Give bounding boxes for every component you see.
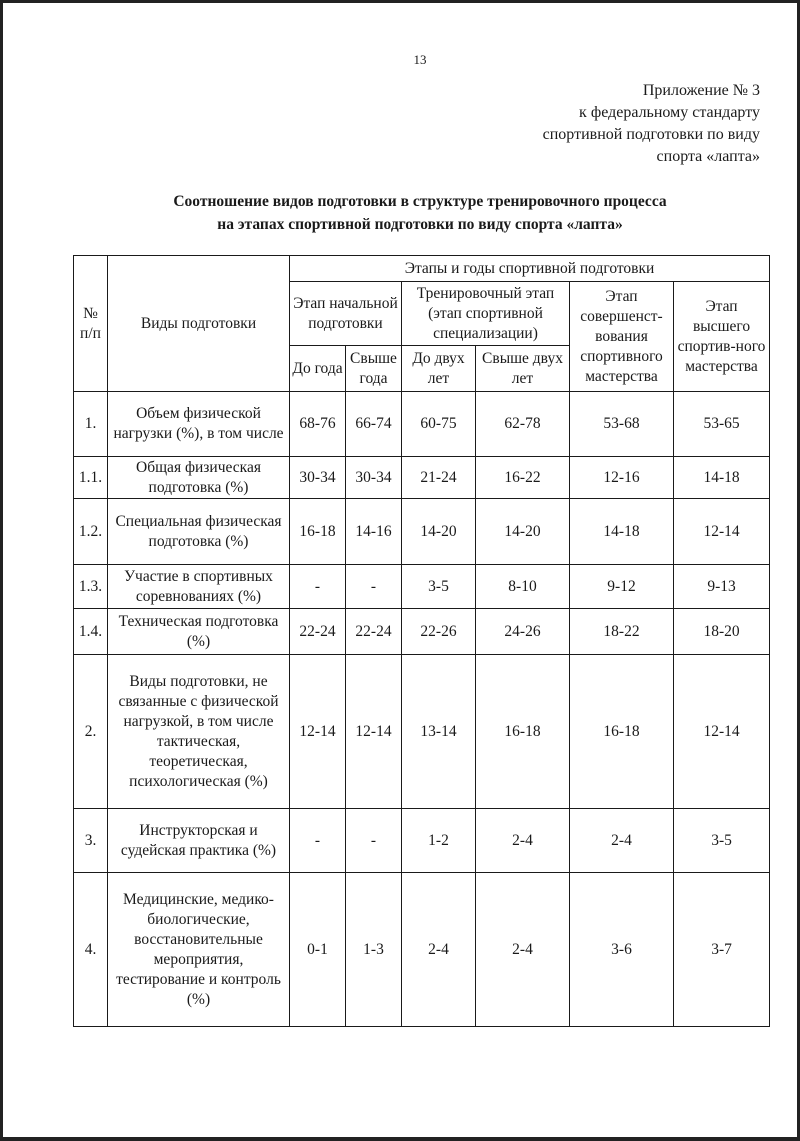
row-number: 1.2. bbox=[74, 499, 108, 565]
row-value: 16-18 bbox=[476, 655, 570, 809]
document-title bbox=[80, 190, 760, 236]
row-value: 21-24 bbox=[402, 457, 476, 499]
row-value: 16-18 bbox=[570, 655, 674, 809]
row-value: 2-4 bbox=[476, 809, 570, 873]
row-kind: Объем физической нагрузки (%), в том числе bbox=[108, 392, 290, 457]
row-number: 1. bbox=[74, 392, 108, 457]
row-value: 9-13 bbox=[674, 565, 770, 609]
header-num: № п/п bbox=[74, 256, 108, 392]
row-value: 0-1 bbox=[290, 873, 346, 1027]
row-value: 8-10 bbox=[476, 565, 570, 609]
row-value: - bbox=[290, 809, 346, 873]
row-value: 3-7 bbox=[674, 873, 770, 1027]
row-value: 9-12 bbox=[570, 565, 674, 609]
page-number: 13 bbox=[413, 52, 427, 67]
row-value: 3-5 bbox=[674, 809, 770, 873]
row-number: 1.4. bbox=[74, 609, 108, 655]
row-value: 12-14 bbox=[674, 499, 770, 565]
row-value: 18-22 bbox=[570, 609, 674, 655]
row-value: 14-18 bbox=[674, 457, 770, 499]
row-value: 22-26 bbox=[402, 609, 476, 655]
row-value: 62-78 bbox=[476, 392, 570, 457]
row-kind: Участие в спортивных соревнованиях (%) bbox=[108, 565, 290, 609]
table-row bbox=[74, 609, 770, 655]
row-value: 2-4 bbox=[570, 809, 674, 873]
table-row bbox=[74, 565, 770, 609]
training-ratio-table bbox=[73, 255, 770, 1027]
row-value: - bbox=[346, 809, 402, 873]
table-row bbox=[74, 873, 770, 1027]
row-value: 12-16 bbox=[570, 457, 674, 499]
scan-border-bottom bbox=[0, 1137, 800, 1141]
row-value: 2-4 bbox=[402, 873, 476, 1027]
header-stages: Этапы и годы спортивной подготовки bbox=[290, 256, 770, 282]
table-row bbox=[74, 655, 770, 809]
appendix-line: Приложение № 3 bbox=[642, 82, 760, 99]
row-value: 16-18 bbox=[290, 499, 346, 565]
row-value: 14-20 bbox=[402, 499, 476, 565]
row-number: 3. bbox=[74, 809, 108, 873]
row-kind: Специальная физическая подготовка (%) bbox=[108, 499, 290, 565]
row-kind: Общая физическая подготовка (%) bbox=[108, 457, 290, 499]
header-training-sub1: До двух лет bbox=[402, 346, 476, 392]
row-number: 2. bbox=[74, 655, 108, 809]
header-initial-sub2: Свыше года bbox=[346, 346, 402, 392]
header-improvement-stage: Этап совершенст-вования спортивного мастерства bbox=[570, 282, 674, 392]
header-initial-sub1: До года bbox=[290, 346, 346, 392]
header-training-stage: Тренировочный этап (этап спортивной специализации) bbox=[402, 282, 570, 346]
row-value: 12-14 bbox=[674, 655, 770, 809]
row-value: 14-16 bbox=[346, 499, 402, 565]
table-row bbox=[74, 809, 770, 873]
row-value: 3-6 bbox=[570, 873, 674, 1027]
row-value: 13-14 bbox=[402, 655, 476, 809]
row-value: 24-26 bbox=[476, 609, 570, 655]
table-row bbox=[74, 392, 770, 457]
row-value: 30-34 bbox=[346, 457, 402, 499]
row-value: 3-5 bbox=[402, 565, 476, 609]
table-row bbox=[74, 457, 770, 499]
row-value: 14-20 bbox=[476, 499, 570, 565]
row-value: 53-65 bbox=[674, 392, 770, 457]
row-value: 68-76 bbox=[290, 392, 346, 457]
row-value: 66-74 bbox=[346, 392, 402, 457]
row-value: - bbox=[290, 565, 346, 609]
appendix-line: спортивной подготовки по виду bbox=[542, 126, 760, 143]
row-value: 12-14 bbox=[346, 655, 402, 809]
row-value: 53-68 bbox=[570, 392, 674, 457]
row-value: 22-24 bbox=[346, 609, 402, 655]
header-initial-stage: Этап начальной подготовки bbox=[290, 282, 402, 346]
row-value: 1-3 bbox=[346, 873, 402, 1027]
row-value: 1-2 bbox=[402, 809, 476, 873]
scan-border-top bbox=[0, 0, 800, 3]
appendix-line: спорта «лапта» bbox=[656, 148, 760, 165]
header-highest-stage: Этап высшего спортив-ного мастерства bbox=[674, 282, 770, 392]
row-value: 16-22 bbox=[476, 457, 570, 499]
row-value: 2-4 bbox=[476, 873, 570, 1027]
row-number: 1.1. bbox=[74, 457, 108, 499]
row-kind: Инструкторская и судейская практика (%) bbox=[108, 809, 290, 873]
title-line: Соотношение видов подготовки в структуре тренировочного процесса bbox=[173, 193, 667, 210]
row-value: 18-20 bbox=[674, 609, 770, 655]
row-kind: Медицинские, медико-биологические, восстановительные мероприятия, тестирование и контроль (%) bbox=[108, 873, 290, 1027]
scan-border-left bbox=[0, 0, 3, 1141]
appendix-header bbox=[543, 80, 760, 168]
row-value: 30-34 bbox=[290, 457, 346, 499]
row-value: 12-14 bbox=[290, 655, 346, 809]
row-number: 1.3. bbox=[74, 565, 108, 609]
row-number: 4. bbox=[74, 873, 108, 1027]
row-kind: Виды подготовки, не связанные с физической нагрузкой, в том числе тактическая, теоретическая, психологическая (%) bbox=[108, 655, 290, 809]
header-training-sub2: Свыше двух лет bbox=[476, 346, 570, 392]
row-value: 22-24 bbox=[290, 609, 346, 655]
row-value: 14-18 bbox=[570, 499, 674, 565]
appendix-line: к федеральному стандарту bbox=[579, 104, 760, 121]
title-line: на этапах спортивной подготовки по виду спорта «лапта» bbox=[217, 216, 623, 233]
row-value: 60-75 bbox=[402, 392, 476, 457]
table-row bbox=[74, 499, 770, 565]
row-kind: Техническая подготовка (%) bbox=[108, 609, 290, 655]
header-kind: Виды подготовки bbox=[108, 256, 290, 392]
row-value: - bbox=[346, 565, 402, 609]
